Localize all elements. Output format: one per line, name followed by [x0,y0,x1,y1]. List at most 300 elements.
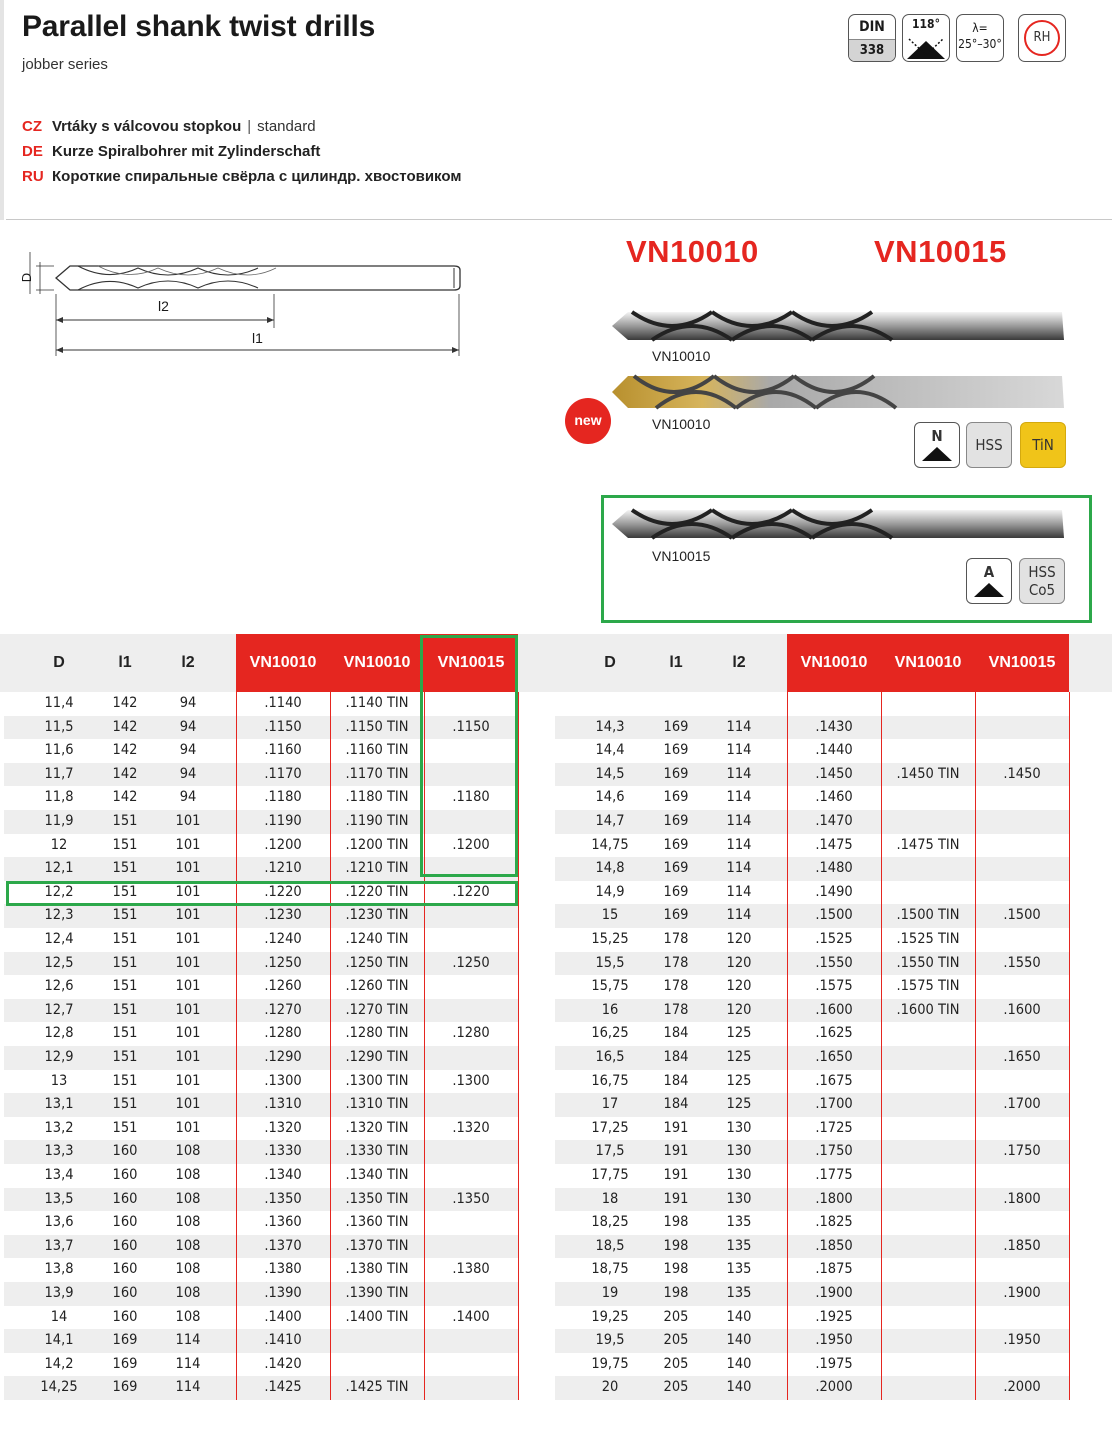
table-cell: 184 [663,1072,689,1089]
table-cell: 13,6 [44,1214,74,1231]
table-cell: .1800 [815,1190,853,1207]
table-cell: 14,25 [40,1379,78,1396]
language-line-cz: CZ Vrtáky s válcovou stopkou | standard [22,118,316,135]
table-cell: 12,9 [44,1049,74,1065]
table-cell: 151 [112,1025,138,1042]
table-cell: 169 [663,836,689,853]
table-cell: 18,75 [591,1261,629,1278]
table-cell: 108 [175,1285,201,1301]
table-cell: 14 [50,1308,68,1325]
table-cell [881,1022,975,1046]
table-cell: 205 [663,1332,689,1349]
table-row [555,999,1069,1023]
table-cell: .2000 [815,1379,853,1396]
table-cell: 151 [112,1096,138,1113]
row-12-2-highlight [6,881,518,906]
table-cell: .1420 [264,1355,302,1372]
table-cell: .1700 [815,1096,853,1113]
table-cell: 151 [112,1072,138,1089]
table-cell: 169 [663,813,689,829]
table-cell: 178 [663,978,689,995]
table-cell: 101 [175,1096,201,1113]
table-cell: 151 [112,1001,138,1018]
table-cell: .1190 [264,813,302,829]
page-subtitle: jobber series [22,56,108,73]
table-row [555,1235,1069,1259]
table-cell: 19 [601,1285,619,1301]
table-cell [881,692,975,716]
table-cell: 12,7 [44,1001,74,1018]
table-cell: 151 [112,907,138,924]
table-cell: 142 [112,718,138,735]
din-standard-badge [848,14,896,62]
rotation-label: RH [1033,30,1051,45]
table-cell: 114 [726,907,752,924]
table-cell: .1180 [264,789,302,806]
table-cell: 94 [179,718,197,735]
table-cell: .1400 [452,1308,490,1325]
table-cell: 169 [663,883,689,900]
table-cell: 120 [726,978,752,995]
table-cell: .1475 TIN [896,836,960,853]
table-cell [424,1093,518,1117]
language-text: Короткие спиральные свёрла с цилиндр. хвостовиком [52,168,462,185]
left-margin-rule [0,0,4,220]
table-cell: .1150 [452,718,490,735]
table-cell: 160 [112,1308,138,1325]
table-cell: 142 [112,695,138,711]
table-cell: 11,9 [44,813,74,829]
table-cell: 169 [112,1379,138,1396]
page-title: Parallel shank twist drills [22,10,376,43]
table-cell: 135 [726,1237,752,1254]
material-type-a [966,558,1012,604]
table-cell: 142 [112,742,138,759]
table-cell: .1320 [264,1119,302,1136]
table-cell: .1140 TIN [345,695,409,711]
table-row [555,952,1069,976]
table-cell [881,786,975,810]
language-code: CZ [22,118,42,135]
column-divider [881,692,882,1400]
table-cell: .1380 [264,1261,302,1278]
table-row [4,952,518,976]
table-cell: 151 [112,813,138,829]
table-cell [881,1070,975,1094]
table-row [555,763,1069,787]
table-cell: .1270 [264,1001,302,1018]
column-divider [975,692,976,1400]
table-cell [881,1353,975,1377]
table-row [4,1188,518,1212]
table-cell: .1240 TIN [345,931,409,947]
language-text: Kurze Spiralbohrer mit Zylinderschaft [52,143,321,160]
table-cell: .1170 TIN [345,765,409,782]
table-cell: 14,4 [595,742,625,759]
table-cell: 114 [726,860,752,877]
table-cell: 101 [175,1119,201,1136]
table-cell: 14,75 [591,836,629,853]
table-cell: .1160 [264,742,302,759]
table-cell: 19,5 [595,1332,625,1349]
helix-angle-badge [956,14,1004,62]
table-cell: .1460 [815,789,853,806]
table-cell [881,1188,975,1212]
table-cell: 14,9 [595,883,625,900]
table-cell: .1450 [1003,765,1041,782]
table-row [555,1022,1069,1046]
table-cell: 151 [112,883,138,900]
column-divider [787,692,788,1400]
coating-tin: TiN [1020,422,1066,468]
table-cell: 151 [112,954,138,971]
table-cell: .1280 TIN [345,1025,409,1042]
drill-label-3: VN10015 [652,548,711,564]
table-cell: 114 [726,789,752,806]
table-cell: .1340 [264,1167,302,1183]
table-cell: 140 [726,1379,752,1396]
table-cell [881,1046,975,1070]
table-cell: .1975 [815,1355,853,1372]
column-header: VN10010 [236,634,330,692]
table-cell: .1370 [264,1237,302,1254]
table-cell [424,1329,518,1353]
table-cell: .1300 [264,1072,302,1089]
table-cell [881,1235,975,1259]
table-cell: 101 [175,860,201,877]
column-header: VN10010 [881,634,975,692]
language-code: RU [22,168,44,185]
table-cell [975,975,1069,999]
vn10015-column-highlight [420,635,518,877]
column-header: VN10010 [330,634,424,692]
table-row [4,1258,518,1282]
table-cell: .1900 [815,1285,853,1301]
table-cell: .1390 TIN [345,1285,409,1301]
table-cell: 114 [175,1332,201,1349]
table-cell: .1360 TIN [345,1214,409,1231]
table-cell: .1480 [815,860,853,877]
column-divider [1069,692,1070,1400]
table-cell: 151 [112,860,138,877]
table-cell: 12,3 [44,907,74,924]
table-cell: .1220 [264,883,302,900]
table-cell: 191 [663,1167,689,1183]
table-cell: 169 [112,1332,138,1349]
table-cell: .1440 [815,742,853,759]
table-cell: 125 [726,1049,752,1065]
table-row [4,904,518,928]
table-cell: 191 [663,1143,689,1160]
table-cell: 130 [726,1190,752,1207]
table-row [555,975,1069,999]
table-cell: 101 [175,978,201,995]
table-cell: 178 [663,1001,689,1018]
table-cell: 14,7 [595,813,625,829]
material-hss: HSS [966,422,1012,468]
table-cell [330,1329,424,1353]
table-cell: 17,5 [595,1143,625,1160]
table-cell: 125 [726,1072,752,1089]
lambda-range: 25°–30° [958,37,1002,51]
table-cell: 11,6 [44,742,74,759]
table-cell: .1330 TIN [345,1143,409,1160]
table-cell: 101 [175,883,201,900]
table-cell: 101 [175,931,201,947]
table-cell: 135 [726,1214,752,1231]
din-label: DIN [859,19,885,35]
table-cell: 108 [175,1214,201,1231]
table-cell: 108 [175,1143,201,1160]
table-cell: .1750 [1003,1143,1041,1160]
table-cell: 94 [179,765,197,782]
table-cell: 205 [663,1355,689,1372]
table-cell: 184 [663,1025,689,1042]
table-cell: .1300 TIN [345,1072,409,1089]
table-row [555,1117,1069,1141]
table-cell: .1320 TIN [345,1119,409,1136]
table-cell [424,1376,518,1400]
table-row [555,1329,1069,1353]
table-cell [424,904,518,928]
table-cell [424,1140,518,1164]
table-cell: 160 [112,1261,138,1278]
table-cell [424,1046,518,1070]
table-cell: 142 [112,765,138,782]
table-cell: .1430 [815,718,853,735]
table-cell: .1330 [264,1143,302,1160]
table-cell: 178 [663,931,689,947]
table-cell [424,1235,518,1259]
table-cell: .1280 [264,1025,302,1042]
table-cell: 101 [175,954,201,971]
column-header: D [53,654,65,671]
table-cell: 13,9 [44,1285,74,1301]
column-header: l1 [118,654,132,671]
table-cell: .1600 [1003,1001,1041,1018]
table-cell: .1220 TIN [345,883,409,900]
table-cell: 130 [726,1143,752,1160]
table-cell: 101 [175,813,201,829]
table-cell: .1600 TIN [896,1001,960,1018]
table-cell: 13,1 [44,1096,74,1113]
table-cell: .1490 [815,883,853,900]
table-cell: .1210 [264,860,302,877]
table-cell: .1380 [452,1261,490,1278]
table-cell: .1380 TIN [345,1261,409,1278]
table-cell: 11,5 [44,718,74,735]
table-cell: .1340 TIN [345,1167,409,1183]
table-cell: .1700 [1003,1096,1041,1113]
table-row [4,1022,518,1046]
table-cell: .1600 [815,1001,853,1018]
table-cell: .1310 [264,1096,302,1113]
material-hss-co5 [1019,558,1065,604]
table-cell: .1400 [264,1308,302,1325]
table-cell: 160 [112,1167,138,1183]
table-cell: .1240 [264,931,302,947]
table-cell: .1230 [264,907,302,924]
table-cell: 12,4 [44,931,74,947]
table-cell: .1575 TIN [896,978,960,995]
table-cell: 12,5 [44,954,74,971]
table-cell: 114 [726,765,752,782]
table-row [555,1306,1069,1330]
table-cell [651,692,701,716]
table-cell [975,928,1069,952]
table-cell: 191 [663,1190,689,1207]
table-cell: .1310 TIN [345,1096,409,1113]
table-row [4,1306,518,1330]
table-cell: .1410 [264,1332,302,1349]
table-row [555,1211,1069,1235]
section-divider [6,219,1112,220]
table-cell [881,1282,975,1306]
table-cell: 198 [663,1261,689,1278]
table-cell [424,1282,518,1306]
table-cell: .1900 [1003,1285,1041,1301]
table-cell: 198 [663,1237,689,1254]
table-row [555,1376,1069,1400]
table-cell: 169 [663,860,689,877]
table-row [4,1211,518,1235]
table-cell: .1400 TIN [345,1308,409,1325]
table-cell [975,810,1069,834]
table-row [555,928,1069,952]
table-row [555,857,1069,881]
table-cell: .1850 [1003,1237,1041,1254]
table-cell: 151 [112,836,138,853]
table-row [4,1070,518,1094]
table-cell: .1290 [264,1049,302,1065]
table-cell: .1300 [452,1072,490,1089]
table-cell: .1750 [815,1143,853,1160]
table-cell [424,1353,518,1377]
table-cell: 17 [601,1096,619,1113]
table-cell: 18 [601,1190,619,1207]
table-cell: .1350 [452,1190,490,1207]
table-cell: .1270 TIN [345,1001,409,1018]
table-cell: .1200 [452,836,490,853]
table-cell: 18,25 [591,1214,629,1231]
table-cell: 120 [726,931,752,947]
table-cell: 108 [175,1237,201,1254]
table-cell: .1450 TIN [896,765,960,782]
table-cell: 142 [112,789,138,806]
column-header: l1 [669,654,683,671]
table-cell: 12,2 [44,883,74,900]
table-cell: 12,1 [44,860,74,877]
material-type-letter: N [931,427,943,445]
table-cell [575,692,645,716]
table-cell: .1525 [815,931,853,947]
overall-length-label: l1 [252,330,263,346]
table-cell: 16 [601,1001,619,1018]
table-cell: .1800 [1003,1190,1041,1207]
table-row [4,928,518,952]
table-cell [975,1164,1069,1188]
table-cell: 17,25 [591,1119,629,1136]
table-cell [424,975,518,999]
lambda-label: λ= [972,21,988,35]
rotation-icon [1024,20,1060,56]
table-cell: 191 [663,1119,689,1136]
table-row [555,716,1069,740]
table-cell: 114 [726,742,752,759]
table-cell: 160 [112,1237,138,1254]
table-cell [881,1117,975,1141]
table-cell: .1250 [264,954,302,971]
table-row [4,975,518,999]
table-cell [975,1353,1069,1377]
table-cell [975,1306,1069,1330]
table-cell: .1250 [452,954,490,971]
table-cell: 15,5 [595,954,625,971]
table-cell: 13,4 [44,1167,74,1183]
table-cell: .1650 [815,1049,853,1065]
table-cell [881,739,975,763]
table-cell: 135 [726,1261,752,1278]
table-cell: 114 [726,883,752,900]
table-cell: .1525 TIN [896,931,960,947]
table-cell [424,999,518,1023]
table-cell [881,1329,975,1353]
table-cell: .1180 TIN [345,789,409,806]
table-cell: 151 [112,1049,138,1065]
table-cell [975,881,1069,905]
table-cell: .1550 TIN [896,954,960,971]
material-co5-label: Co5 [1028,581,1056,599]
table-cell: .1360 [264,1214,302,1231]
table-cell [975,739,1069,763]
table-row [555,810,1069,834]
table-cell: .1625 [815,1025,853,1042]
table-cell [975,1211,1069,1235]
table-cell: .1500 [1003,907,1041,924]
table-cell: 101 [175,836,201,853]
table-cell: 11,7 [44,765,74,782]
table-cell: .1425 [264,1379,302,1396]
material-type-n [914,422,960,468]
column-divider [330,692,331,1400]
table-cell: 13,3 [44,1143,74,1160]
table-cell: .1550 [815,954,853,971]
table-cell: 14,2 [44,1355,74,1372]
column-divider [236,692,237,1400]
language-line-de [22,143,320,160]
table-row [555,1258,1069,1282]
table-cell: .1260 [264,978,302,995]
material-type-icon [974,581,1004,597]
table-cell: .1675 [815,1072,853,1089]
table-cell: .1370 TIN [345,1237,409,1254]
table-cell: .1925 [815,1308,853,1325]
table-cell: .1170 [264,765,302,782]
table-cell: .1200 [264,836,302,853]
material-type-letter: A [983,563,995,581]
table-cell: 184 [663,1096,689,1113]
table-row [4,999,518,1023]
table-cell: 16,75 [591,1072,629,1089]
table-cell [711,692,767,716]
table-cell: 198 [663,1285,689,1301]
column-header: l2 [181,654,195,671]
table-cell: 12,6 [44,978,74,995]
table-row [555,1093,1069,1117]
table-cell: .1650 [1003,1049,1041,1065]
table-cell: .1230 TIN [345,907,409,924]
table-cell: 108 [175,1167,201,1183]
